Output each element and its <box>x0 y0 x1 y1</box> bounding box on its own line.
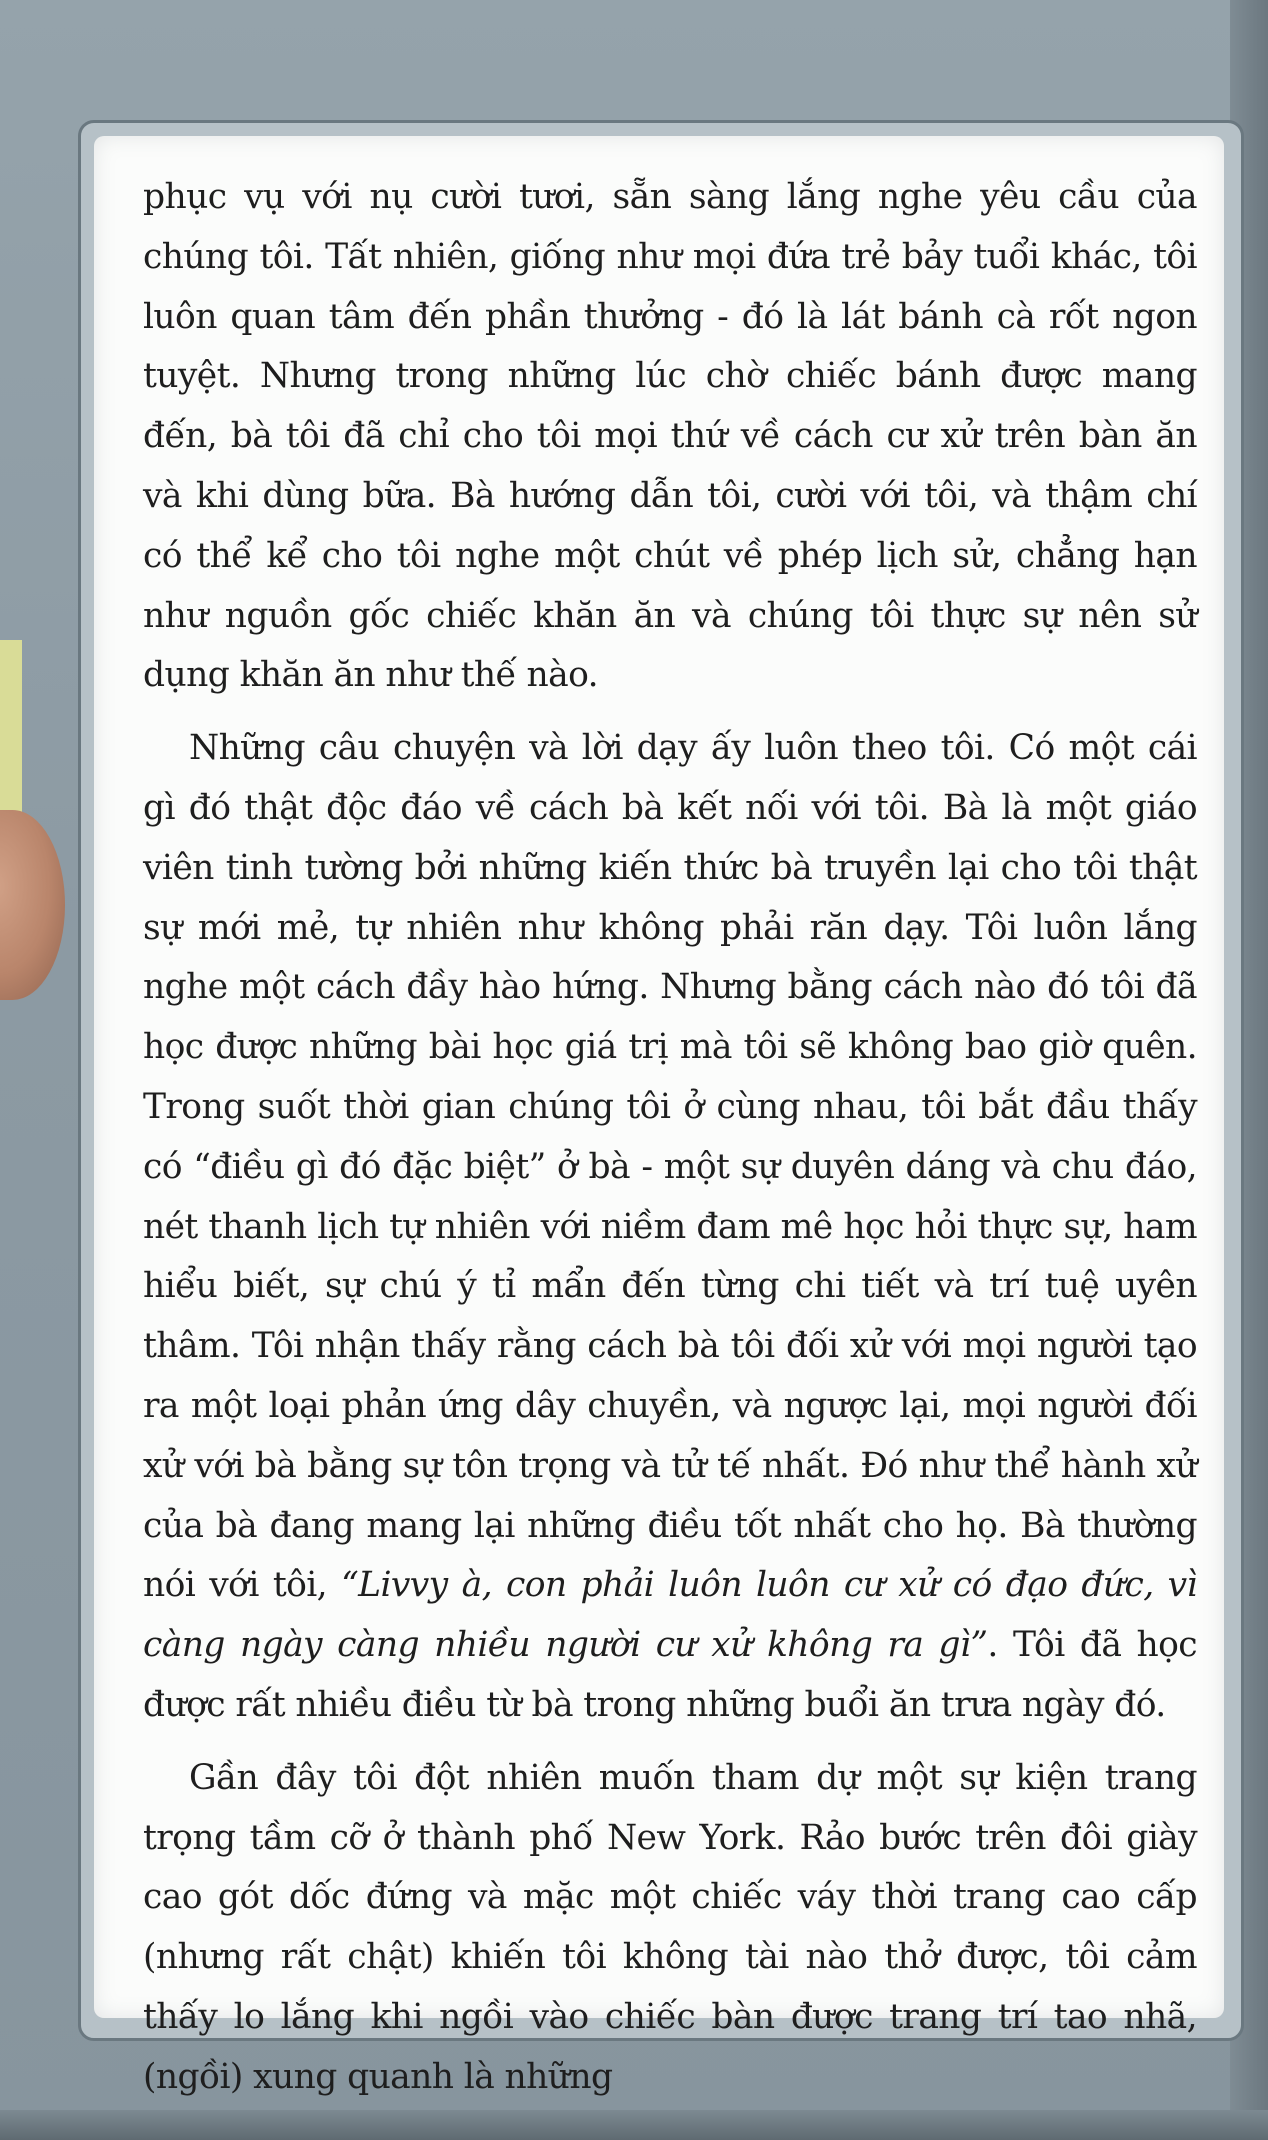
paragraph-2 <box>143 719 1197 1736</box>
paragraph-1-text: phục vụ với nụ cười tươi, sẵn sàng lắng nghe yêu cầu của chúng tôi. Tất nhiên, giống như mọi đứa trẻ bảy tuổi khác, tôi luôn quan tâm đến phần thưởng - đó là lát bánh cà rốt ngon tuyệt. Nhưng trong những lúc chờ chiếc bánh được mang đến, bà tôi đã chỉ cho tôi mọi thứ về cách cư xử trên bàn ăn và khi dùng bữa. Bà hướng dẫn tôi, cười với tôi, và thậm chí có thể kể cho tôi nghe một chút về phép lịch sử, chẳng hạn như nguồn gốc chiếc khăn ăn và chúng tôi thực sự nên sử dụng khăn ăn như thế nào. <box>143 177 1197 696</box>
paragraph-2-text-b: . Tôi đã học được rất nhiều điều từ bà trong những buổi ăn trưa ngày đó. <box>143 1625 1197 1725</box>
paragraph-2-text-a: Những câu chuyện và lời dạy ấy luôn theo tôi. Có một cái gì đó thật độc đáo về cách bà kết nối với tôi. Bà là một giáo viên tinh tường bởi những kiến thức bà truyền lại cho tôi thật sự mới mẻ, tự nhiên như không phải răn dạy. Tôi luôn lắng nghe một cách đầy hào hứng. Nhưng bằng cách nào đó tôi đã học được những bài học giá trị mà tôi sẽ không bao giờ quên. Trong suốt thời gian chúng tôi ở cùng nhau, tôi bắt đầu thấy có “điều gì đó đặc biệt” ở bà - một sự duyên dáng và chu đáo, nét thanh lịch tự nhiên với niềm đam mê học hỏi thực sự, ham hiểu biết, sự chú ý tỉ mẩn đến từng chi tiết và trí tuệ uyên thâm. Tôi nhận thấy rằng cách bà tôi đối xử với mọi người tạo ra một loại phản ứng dây chuyền, và ngược lại, mọi người đối xử với bà bằng sự tôn trọng và tử tế nhất. Đó như thể hành xử của bà đang mang lại những điều tốt nhất cho họ. Bà thường nói với tôi, <box>143 728 1197 1606</box>
paragraph-1 <box>143 168 1197 706</box>
paragraph-3-text: Gần đây tôi đột nhiên muốn tham dự một sự kiện trang trọng tầm cỡ ở thành phố New York. Rảo bước trên đôi giày cao gót dốc đứng và mặc một chiếc váy thời trang cao cấp (nhưng rất chật) khiến tôi không tài nào thở được, tôi cảm thấy lo lắng khi ngồi vào chiếc bàn được trang trí tao nhã, (ngồi) xung quanh là những <box>143 1757 1197 2097</box>
paragraph-2-quote: “Livvy à, con phải luôn luôn cư xử có đạo đức, vì càng ngày càng nhiều người cư xử không ra gì” <box>143 1565 1197 1666</box>
paragraph-3 <box>143 1749 1197 2108</box>
body-text <box>143 168 1197 2121</box>
